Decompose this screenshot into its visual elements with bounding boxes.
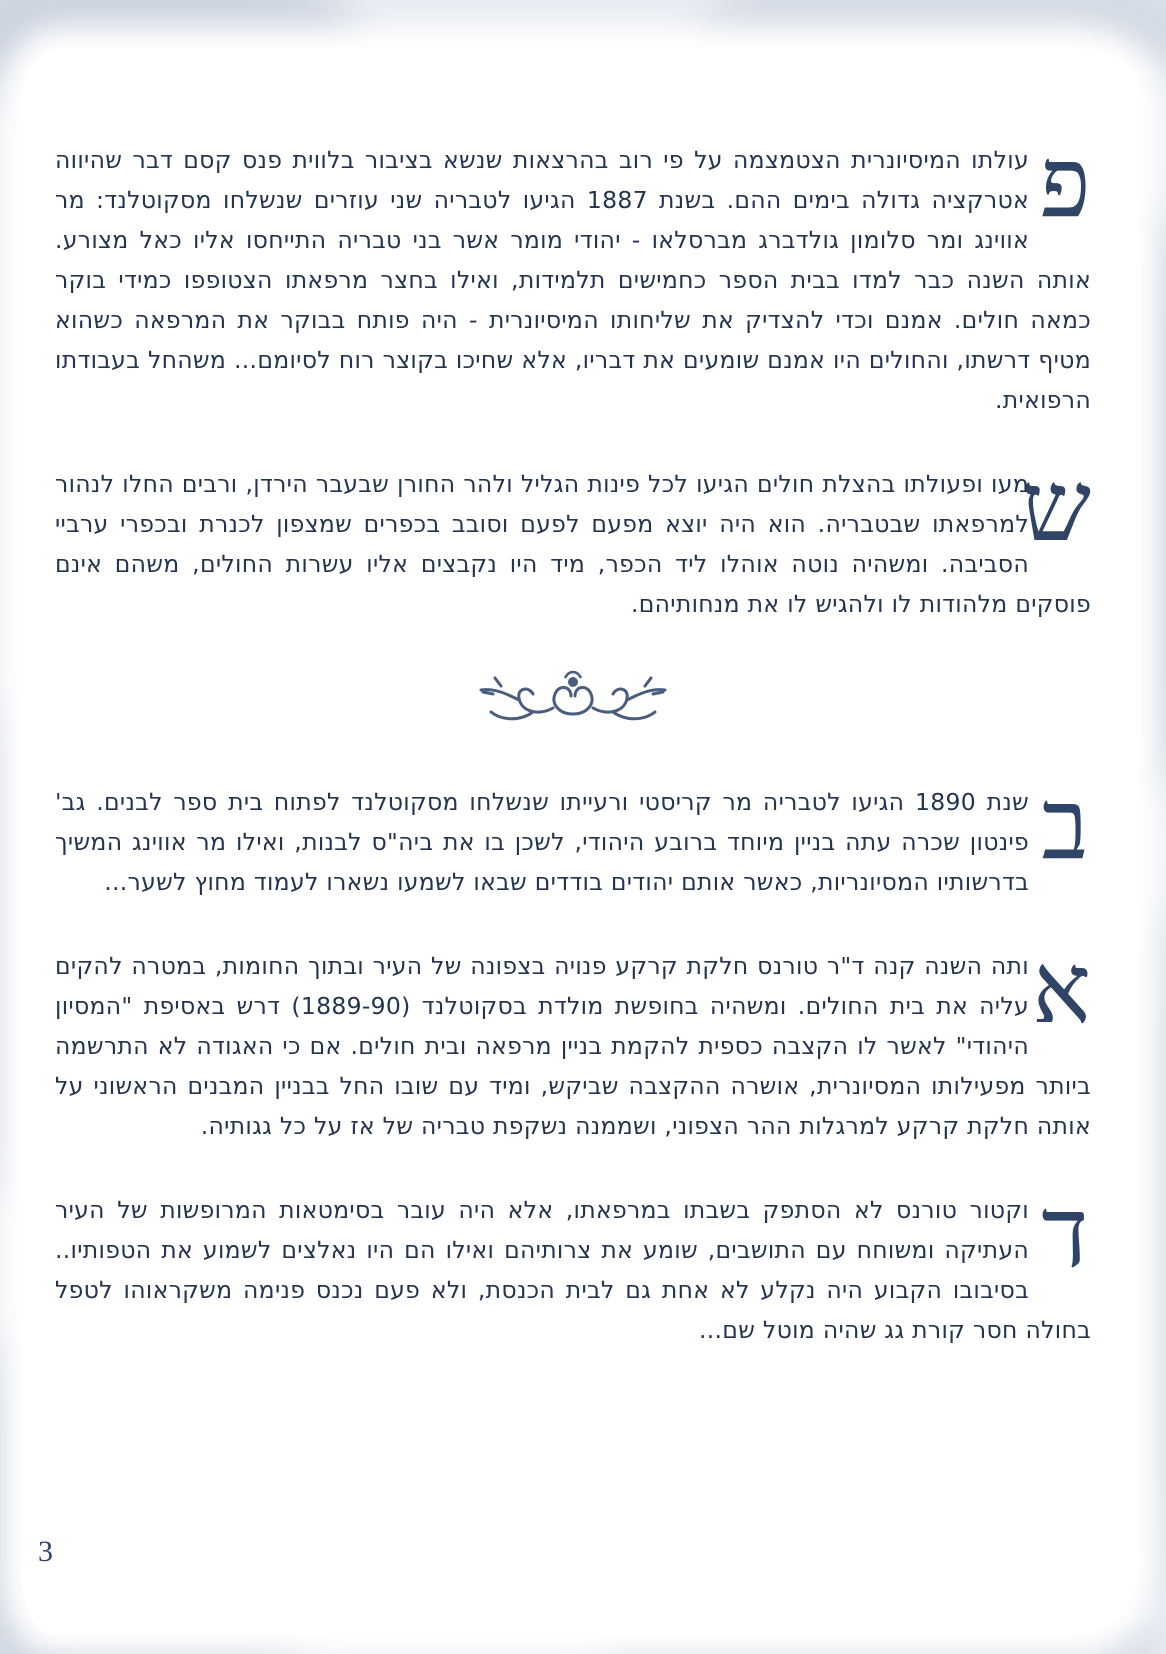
paragraph: עולתו המיסיונרית הצטמצמה על פי רוב בהרצאות שנשא בציבור בלווית פנס קסם דבר שהיווה אטרקציה גדולה בימים ההם. בשנת 1887 הגיעו לטבריה שני עוזרים שנשלחו מסקוטלנד: מר אווינג ומר סלומון גולדברג מברסלאו - יהודי מומר אשר בני טבריה התייחסו אליו כאל מצורע. אותה השנה כבר למדו בבית הספר כחמישים תלמידות, ואילו בחצר מרפאתו הצטופפו כמידי בוקר כמאה חולים. אמנם וכדי להצדיק את שליחותו המיסיונרית - היה פותח בבוקר את המרפאה כשהוא מטיף דרשתו, והחולים היו אמנם שומעים את דבריו, אלא שחיכו בקוצר רוח לסיומם... משהחל בעבודתו הרפואית. xyxy=(55,146,1091,414)
drop-cap: ש xyxy=(1021,454,1091,562)
paragraph: שנת 1890 הגיעו לטבריה מר קריסטי ורעייתו שנשלחו מסקוטלנד לפתוח בית ספר לבנים. גב' פינטון שכרה עתה בניין מיוחד ברובע היהודי, לשכן בו את ביה"ס לבנות, ואילו מר אווינג המשיך בדרשותיו המסיונריות, כאשר אותם יהודים בודדים שבאו לשמעו נשארו לעמוד מחוץ לשער... xyxy=(55,788,1029,896)
page-number: 3 xyxy=(38,1535,53,1568)
section-5 xyxy=(55,1180,1091,1350)
drop-cap: פ xyxy=(1039,130,1091,238)
section-2 xyxy=(55,454,1091,624)
drop-cap: ב xyxy=(1041,772,1089,880)
drop-cap: א xyxy=(1032,936,1091,1044)
article-body xyxy=(55,130,1091,1500)
section-4 xyxy=(55,936,1091,1146)
paragraph: מעו ופעולתו בהצלת חולים הגיעו לכל פינות הגליל ולהר החורן שבעבר הירדן, ורבים החלו לנהור למרפאתו שבטבריה. הוא היה יוצא מפעם לפעם וסובב בכפרים שמצפון לכנרת ובכפרי ערביי הסביבה. ומשהיה נוטה אוהלו ליד הכפר, מיד היו נקבצים אליו עשרות החולים, משהם אינם פוסקים מלהודות לו ולהגיש לו את מנחותיהם. xyxy=(55,470,1091,618)
paragraph: וקטור טורנס לא הסתפק בשבתו במרפאתו, אלא היה עובר בסימטאות המרופשות של העיר העתיקה ומשוחח עם התושבים, שומע את צרותיהם ואילו הם היו נאלצים לשמוע את הטפותיו.. בסיבובו הקבוע היה נקלע לא אחת גם לבית הכנסת, ולא פעם נכנס פנימה משקראוהו לטפל בחולה חסר קורת גג שהיה מוטל שם... xyxy=(55,1196,1091,1344)
floral-divider-icon xyxy=(473,668,673,728)
drop-cap: ד xyxy=(1041,1180,1089,1288)
paragraph: ותה השנה קנה ד"ר טורנס חלקת קרקע פנויה בצפונה של העיר ובתוך החומות, במטרה להקים עליה את בית החולים. ומשהיה בחופשת מולדת בסקוטלנד (1889-90) דרש באסיפת "המסיון היהודי" לאשר לו הקצבה כספית להקמת בניין מרפאה ובית חולים. אם כי האגודה לא התרשמה ביותר מפעילותו המסיונרית, אושרה ההקצבה שביקש, ומיד עם שובו החל בבניין המבנים הראשוני על אותה חלקת קרקע למרגלות ההר הצפוני, ושממנה נשקפת טבריה של אז על כל גגותיה. xyxy=(55,952,1091,1140)
section-1 xyxy=(55,130,1091,420)
section-3 xyxy=(55,772,1091,902)
